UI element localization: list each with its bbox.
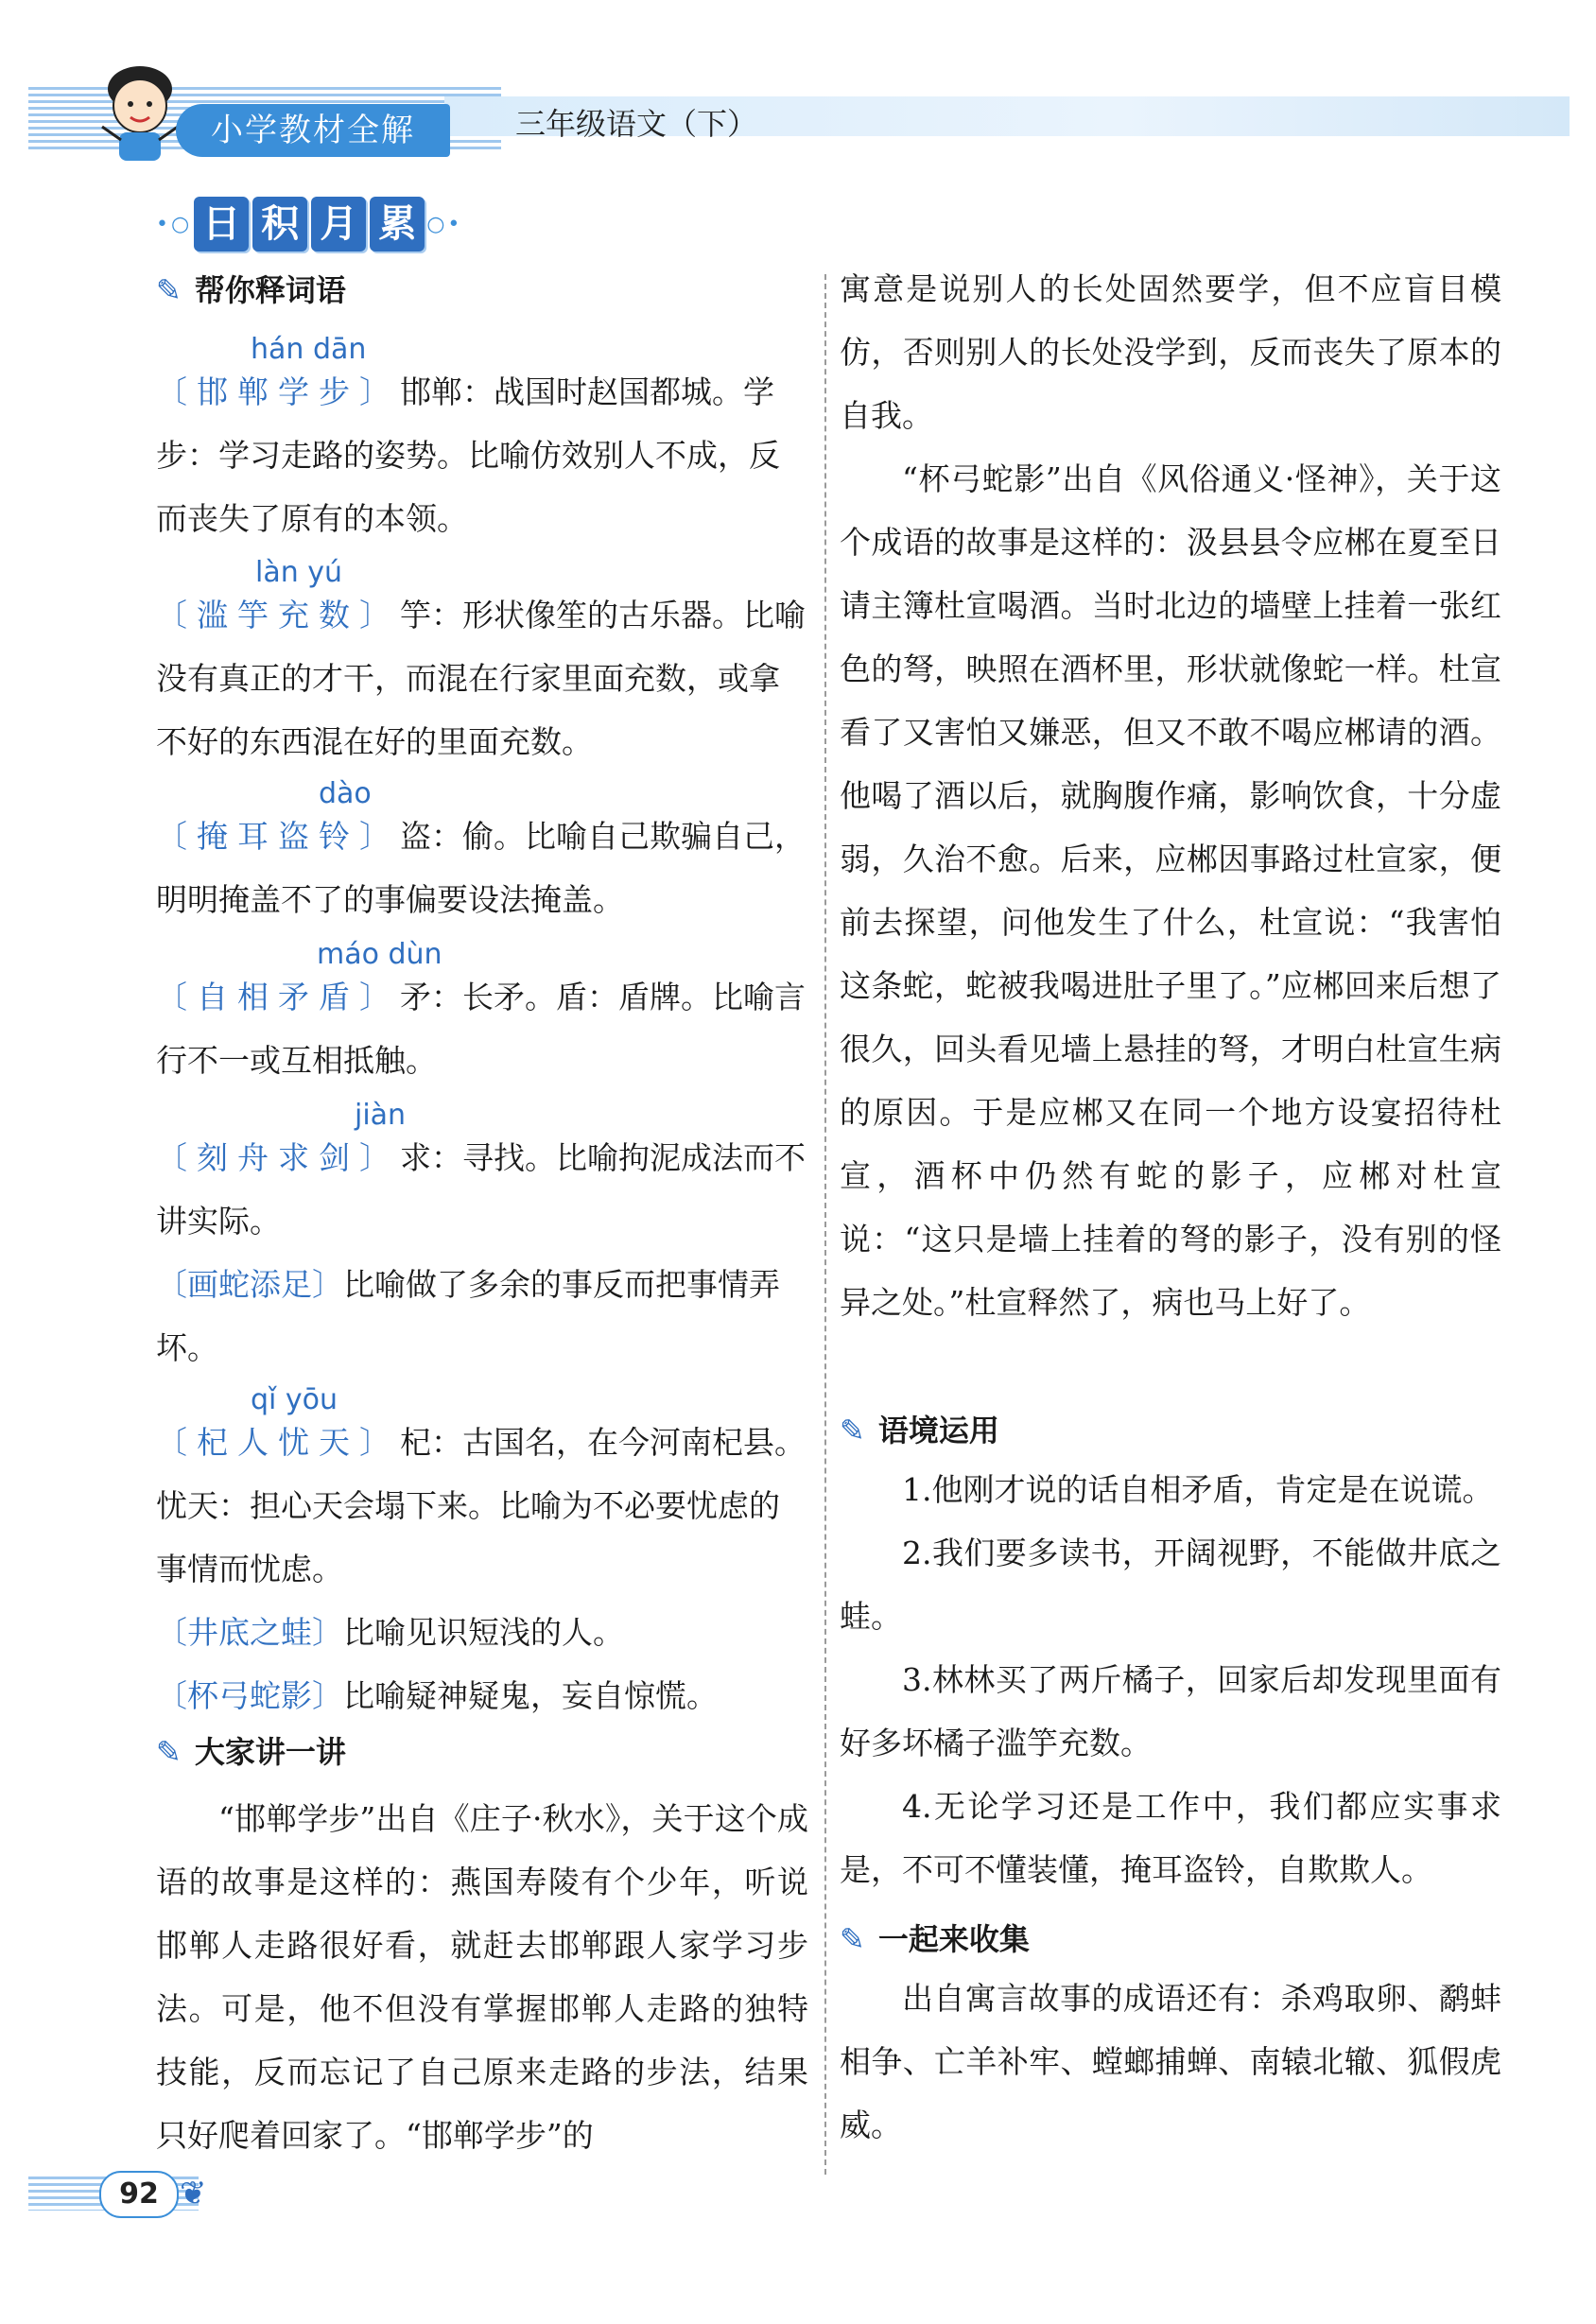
- page-number: 92: [99, 2171, 179, 2218]
- vocab-term: 〔邯郸学步〕: [156, 373, 400, 410]
- vocab-definition: 比喻做了多余的事反而把事情弄坏。: [156, 1266, 780, 1366]
- vocab-entry: [156, 1664, 808, 1727]
- vocab-definition: 比喻疑神疑鬼，妄自惊慌。: [343, 1677, 718, 1714]
- usage-item: 1.他刚才说的话自相矛盾，肯定是在说谎。: [902, 1471, 1494, 1508]
- pen-icon: ✎: [840, 1413, 865, 1448]
- vocab-definition: 比喻见识短浅的人。: [343, 1614, 624, 1651]
- vocab-term: 〔井底之蛙〕: [156, 1614, 343, 1651]
- vocab-term: 〔刻舟求剑〕: [156, 1139, 400, 1176]
- vocab-entry: [156, 1601, 808, 1664]
- section-title: [156, 194, 462, 254]
- subheading-label: 大家讲一讲: [194, 1734, 346, 1770]
- vocab-entry: [156, 1253, 808, 1379]
- vocab-entry: [156, 1411, 808, 1601]
- pinyin: dào: [319, 777, 372, 810]
- collect-paragraph: 出自寓言故事的成语还有：杀鸡取卵、鹬蚌相争、亡羊补牢、螳螂捕蝉、南辕北辙、狐假虎威。: [840, 1980, 1501, 2143]
- mascot-icon: [83, 61, 197, 165]
- vocab-definition: 矛：长矛。盾：盾牌。比喻言行不一或互相抵触。: [156, 979, 806, 1079]
- pinyin: làn yú: [255, 556, 343, 589]
- subheading-collect: [840, 1916, 1030, 1959]
- vocab-term: 〔自相矛盾〕: [156, 979, 400, 1015]
- dots-decoration: ○•: [426, 212, 463, 236]
- pen-icon: ✎: [840, 1921, 865, 1957]
- pinyin: hán dān: [251, 333, 367, 366]
- vocab-definition: 盗：偷。比喻自己欺骗自己，明明掩盖不了的事偏要设法掩盖。: [156, 818, 806, 918]
- section-title-char: 累: [370, 197, 425, 251]
- vocab-entry: [156, 965, 808, 1092]
- section-title-char: 日: [194, 197, 249, 251]
- section-title-char: 月: [311, 197, 366, 251]
- subheading-discuss: [156, 1728, 346, 1772]
- vocab-term: 〔掩耳盗铃〕: [156, 818, 400, 855]
- brand-title: 小学教材全解: [176, 104, 450, 157]
- vocab-entry: [156, 360, 808, 550]
- pinyin: máo dùn: [317, 938, 442, 971]
- subheading-label: 帮你释词语: [194, 272, 346, 308]
- vocab-definition: 杞：古国名，在今河南杞县。忧天：担心天会塌下来。比喻为不必要忧虑的事情而忧虑。: [156, 1424, 806, 1587]
- vocab-definition: 竽：形状像笙的古乐器。比喻没有真正的才干，而混在行家里面充数，或拿不好的东西混在好的里面充数。: [156, 597, 806, 760]
- subheading-label: 语境运用: [877, 1413, 999, 1448]
- subheading-vocab: [156, 267, 346, 310]
- pen-icon: ✎: [156, 1734, 182, 1770]
- pinyin: jiàn: [355, 1099, 407, 1132]
- book-title: 三年级语文（下）: [515, 106, 758, 142]
- vocab-entry: [156, 1126, 808, 1253]
- story-paragraph: “杯弓蛇影”出自《风俗通义·怪神》，关于这个成语的故事是这样的：汲县县令应郴在夏至日请主簿杜宣喝酒。当时北边的墙壁上挂着一张红色的弩，映照在酒杯里，形状就像蛇一样。杜宣看了又害怕又嫌恶，但又不敢不喝应郴请的酒。他喝了酒以后，就胸腹作痛，影响饮食，十分虚弱，久治不愈。后来，应郴因事路过杜宣家，便前去探望，问他发生了什么，杜宣说：“我害怕这条蛇，蛇被我喝进肚子里了。”应郴回来后想了很久，回头看见墙上悬挂的弩，才明白杜宣生病的原因。于是应郴又在同一个地方设宴招待杜宣，酒杯中仍然有蛇的影子，应郴对杜宣说：“这只是墙上挂着的弩的影子，没有别的怪异之处。”杜宣释然了，病也马上好了。: [840, 460, 1501, 1321]
- vocab-term: 〔画蛇添足〕: [156, 1266, 343, 1303]
- subheading-label: 一起来收集: [877, 1921, 1030, 1957]
- usage-item: 2.我们要多读书，开阔视野，不能做井底之蛙。: [840, 1535, 1501, 1635]
- vocab-definition: 邯郸：战国时赵国都城。学步：学习走路的姿势。比喻仿效别人不成，反而丧失了原有的本领。: [156, 373, 780, 537]
- usage-item: 3.林林买了两斤橘子，回家后却发现里面有好多坏橘子滥竽充数。: [840, 1661, 1501, 1761]
- pen-icon: ✎: [156, 272, 182, 308]
- story-paragraph: “邯郸学步”出自《庄子·秋水》，关于这个成语的故事是这样的：燕国寿陵有个少年，听说邯郸人走路很好看，就赶去邯郸跟人家学习步法。可是，他不但没有掌握邯郸人走路的独特技能，反而忘记了自己原来走路的步法，结果只好爬着回家了。“邯郸学步”的: [156, 1800, 808, 2154]
- vocab-definition: 求：寻找。比喻拘泥成法而不讲实际。: [156, 1139, 806, 1240]
- pinyin: qǐ yōu: [251, 1383, 338, 1416]
- section-title-char: 积: [252, 197, 307, 251]
- vocab-term: 〔杯弓蛇影〕: [156, 1677, 343, 1714]
- vocab-term: 〔滥竽充数〕: [156, 597, 400, 633]
- leaf-icon: ❦: [180, 2175, 207, 2212]
- vocab-term: 〔杞人忧天〕: [156, 1424, 400, 1461]
- vocab-entry: [156, 583, 808, 773]
- subheading-usage: [840, 1407, 999, 1450]
- usage-item: 4.无论学习还是工作中，我们都应实事求是，不可不懂装懂，掩耳盗铃，自欺欺人。: [840, 1788, 1501, 1888]
- dots-decoration: •○: [156, 212, 193, 236]
- vocab-entry: [156, 805, 808, 931]
- story-continuation: 寓意是说别人的长处固然要学，但不应盲目模仿，否则别人的长处没学到，反而丧失了原本的自我。: [840, 270, 1501, 434]
- column-divider: [824, 274, 826, 2175]
